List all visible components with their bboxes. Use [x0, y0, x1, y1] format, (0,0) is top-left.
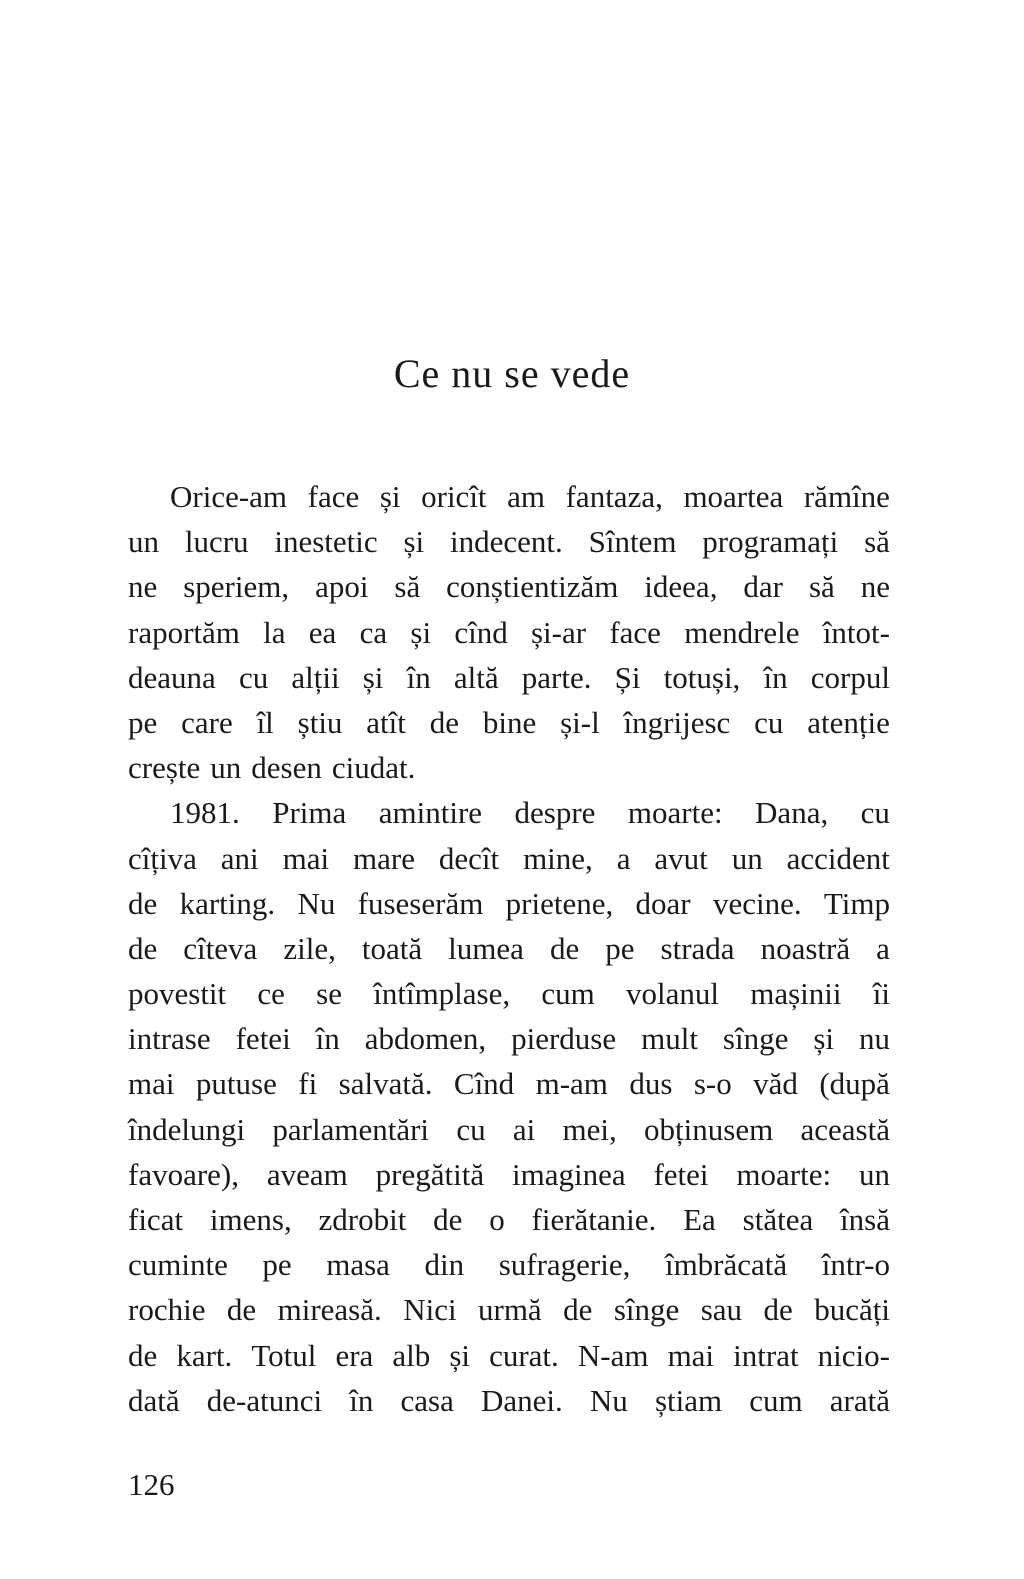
text-line: mai putuse fi salvată. Cînd m-am dus s-o văd (după — [128, 1066, 890, 1102]
text-line: favoare), aveam pregătită imaginea fetei moarte: un — [128, 1156, 890, 1192]
text-line: deauna cu alții și în altă parte. Și totuși, în corpul — [128, 659, 890, 695]
paragraph — [128, 790, 890, 1423]
text-line: intrase fetei în abdomen, pierduse mult sînge și nu — [128, 1021, 890, 1057]
page-number: 126 — [128, 1467, 175, 1502]
text-line: 1981. Prima amintire despre moarte: Dana, cu — [170, 795, 890, 831]
text-line: de karting. Nu fuseserăm prietene, doar vecine. Timp — [128, 885, 890, 921]
text-line: îndelungi parlamentări cu ai mei, obținusem această — [128, 1111, 890, 1147]
text-line: cuminte pe masa din sufragerie, îmbrăcată într-o — [128, 1247, 890, 1283]
text-line: de kart. Totul era alb și curat. N-am mai intrat nicio- — [128, 1337, 890, 1373]
text-line: de cîteva zile, toată lumea de pe strada noastră a — [128, 930, 890, 966]
text-line: povestit ce se întîmplase, cum volanul mașinii îi — [128, 976, 890, 1012]
text-line: ficat imens, zdrobit de o fierătanie. Ea stătea însă — [128, 1202, 890, 1237]
text-line: dată de-atunci în casa Danei. Nu știam cum arată — [128, 1382, 890, 1418]
text-line: rochie de mireasă. Nici urmă de sînge sau de bucăți — [128, 1292, 890, 1328]
chapter-title: Ce nu se vede — [393, 351, 631, 396]
text-line: raportăm la ea ca și cînd și-ar face mendrele întot- — [128, 614, 890, 650]
paragraph — [128, 474, 890, 790]
text-line: ne speriem, apoi să conștientizăm ideea, dar să ne — [128, 569, 890, 605]
text-line: crește un desen ciudat. — [128, 750, 416, 786]
body-text — [128, 474, 890, 1423]
text-line: cîțiva ani mai mare decît mine, a avut un accident — [128, 840, 890, 876]
text-line: un lucru inestetic și indecent. Sîntem programați să — [128, 524, 890, 560]
text-line: Orice-am face și oricît am fantaza, moartea rămîne — [170, 479, 890, 514]
text-line: pe care îl știu atît de bine și-l îngrijesc cu atenție — [128, 704, 890, 740]
